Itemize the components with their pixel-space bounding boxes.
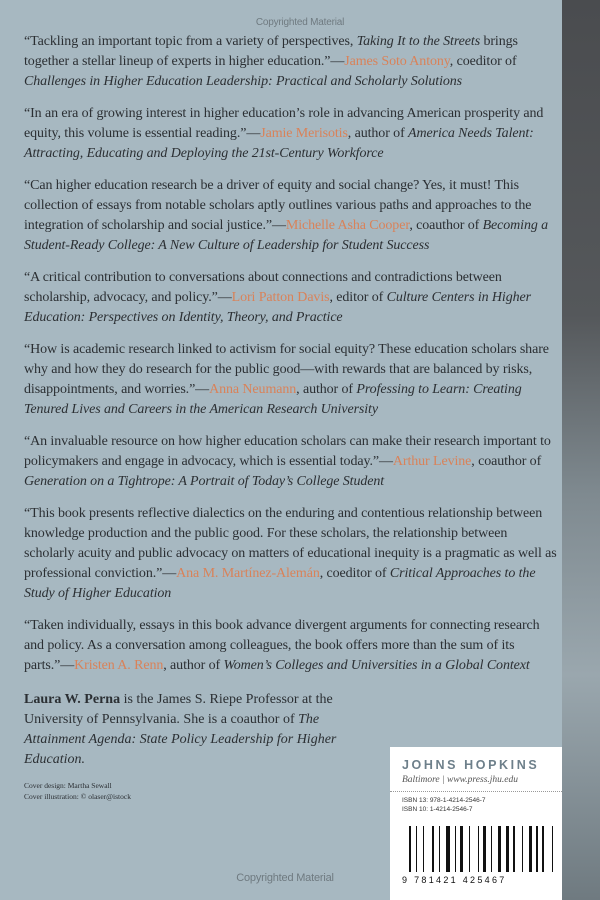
endorser-name: Jamie Merisotis (260, 126, 348, 141)
book-title: Women’s Colleges and Universities in a Global Context (223, 658, 530, 673)
endorser-name: Lori Patton Davis (231, 290, 330, 305)
barcode-bar (460, 826, 462, 872)
book-title: Professing to Learn: Creating Tenured Lives and Careers in the American Research University (24, 382, 522, 417)
barcode-bar (513, 826, 514, 872)
book-title: Challenges in Higher Education Leadership: Practical and Scholarly Solutions (24, 74, 463, 89)
barcode-bar (455, 826, 456, 872)
barcode-bar (423, 826, 424, 872)
book-title: Generation on a Tightrope: A Portrait of Today’s College Student (24, 474, 385, 489)
quote-text: , editor of (329, 290, 387, 305)
cover-photo-edge (562, 0, 600, 900)
cover-text-column (24, 32, 558, 802)
publisher-name: JOHNS HOPKINS (402, 758, 540, 772)
cover-design-credit: Cover design: Martha Sewall (24, 781, 112, 790)
quote-text: , coauthor of (471, 454, 542, 469)
barcode-bar (498, 826, 502, 872)
barcode-bar (439, 826, 440, 872)
quote-text: , coeditor of (319, 566, 390, 581)
barcode-bar (416, 826, 417, 872)
barcode-bar (409, 826, 411, 872)
quote-text: “A critical contribution to conversations about connections and contradictions between scholarship, advocacy, and policy.”— (24, 270, 502, 305)
quote-text: , author of (296, 382, 357, 397)
quote-text: , author of (347, 126, 409, 141)
cover-credits (24, 780, 184, 802)
endorsement-quote (24, 32, 558, 92)
barcode-bar (506, 826, 508, 872)
book-title: Becoming a Student-Ready College: A New Culture of Leadership for Student Success (24, 218, 549, 253)
barcode-bar (542, 826, 544, 872)
publisher-url: Baltimore | www.press.jhu.edu (402, 775, 518, 785)
cover-illustration-credit: Cover illustration: © olaser@istock (24, 792, 131, 801)
quote-text: , coauthor of (409, 218, 483, 233)
quote-text: , author of (163, 658, 224, 673)
quote-text: brings together a stellar lineup of experts in higher education.”— (24, 34, 518, 69)
book-title: Taking It to the Streets (356, 34, 481, 49)
book-title: America Needs Talent: Attracting, Educating and Deploying the 21st-Century Workforce (24, 126, 534, 161)
endorsement-quote (24, 268, 558, 328)
watermark-top: Copyrighted Material (255, 17, 345, 28)
barcode-bar (478, 826, 479, 872)
endorsements (24, 32, 558, 676)
quote-text: “This book presents reflective dialectics on the enduring and contentious relationship between knowledge production and the public good. For these scholars, the relationship between scholarly acuity and public advocacy on matters of educational inequity is a pragmatic as well as professional conviction.”— (24, 506, 557, 581)
endorser-name: Ana M. Martínez-Alemán (176, 566, 320, 581)
divider (390, 791, 562, 792)
quote-text: “An invaluable resource on how higher education scholars can make their research important to policymakers and engage in advocacy, which is essential today.”— (24, 434, 551, 469)
author-bio (24, 690, 364, 770)
endorsement-quote (24, 504, 558, 604)
publisher-barcode-box (390, 747, 562, 900)
watermark-bottom: Copyrighted Material (236, 872, 334, 884)
barcode-bar (469, 826, 470, 872)
quote-text: “Taken individually, essays in this book advance divergent arguments for connecting research and policy. As a conversation among colleagues, the book offers more than the sum of its parts.”— (24, 618, 540, 673)
barcode-bar (536, 826, 537, 872)
quote-text: “Can higher education research be a driver of equity and social change? Yes, it must! This collection of essays from notable scholars aptly outlines various paths and approaches to the integration of scholarship and social justice.”— (24, 178, 532, 233)
endorsement-quote (24, 176, 558, 256)
author-name: Laura W. Perna (24, 692, 121, 707)
bio-text: is the James S. Riepe Professor at the University of Pennsylvania. She is a coauthor of (24, 692, 333, 727)
endorsement-quote (24, 340, 558, 420)
quote-text: “How is academic research linked to activism for social equity? These education scholars share why and how they do research for the public good—with rewards that are balanced by risks, disappointments, and worries.”— (24, 342, 549, 397)
barcode-bar (432, 826, 434, 872)
barcode-bar (483, 826, 485, 872)
endorser-name: James Soto Antony (344, 54, 450, 69)
quote-text: “In an era of growing interest in higher education’s role in advancing American prosperity and equity, this volume is essential reading.”— (24, 106, 544, 141)
isbn-13: ISBN 13: 978-1-4214-2546-7 (402, 797, 486, 804)
barcode-number: 9 781421 425467 (402, 875, 507, 885)
barcode-bar (552, 826, 553, 872)
endorsement-quote (24, 432, 558, 492)
barcode (409, 826, 543, 872)
barcode-bar (491, 826, 492, 872)
barcode-bar (529, 826, 531, 872)
isbn-10: ISBN 10: 1-4214-2546-7 (402, 806, 473, 813)
book-title: Critical Approaches to the Study of Higher Education (24, 566, 536, 601)
endorser-name: Anna Neumann (209, 382, 297, 397)
bio-book-title: The Attainment Agenda: State Policy Leadership for Higher Education. (24, 712, 337, 767)
quote-text: “Tackling an important topic from a variety of perspectives, (24, 34, 357, 49)
book-title: Culture Centers in Higher Education: Perspectives on Identity, Theory, and Practice (24, 290, 531, 325)
endorser-name: Arthur Levine (392, 454, 472, 469)
barcode-bar (446, 826, 450, 872)
endorser-name: Michelle Asha Cooper (285, 218, 410, 233)
quote-text: , coeditor of (449, 54, 517, 69)
endorser-name: Kristen A. Renn (74, 658, 164, 673)
endorsement-quote (24, 104, 558, 164)
barcode-bar (522, 826, 523, 872)
endorsement-quote (24, 616, 558, 676)
